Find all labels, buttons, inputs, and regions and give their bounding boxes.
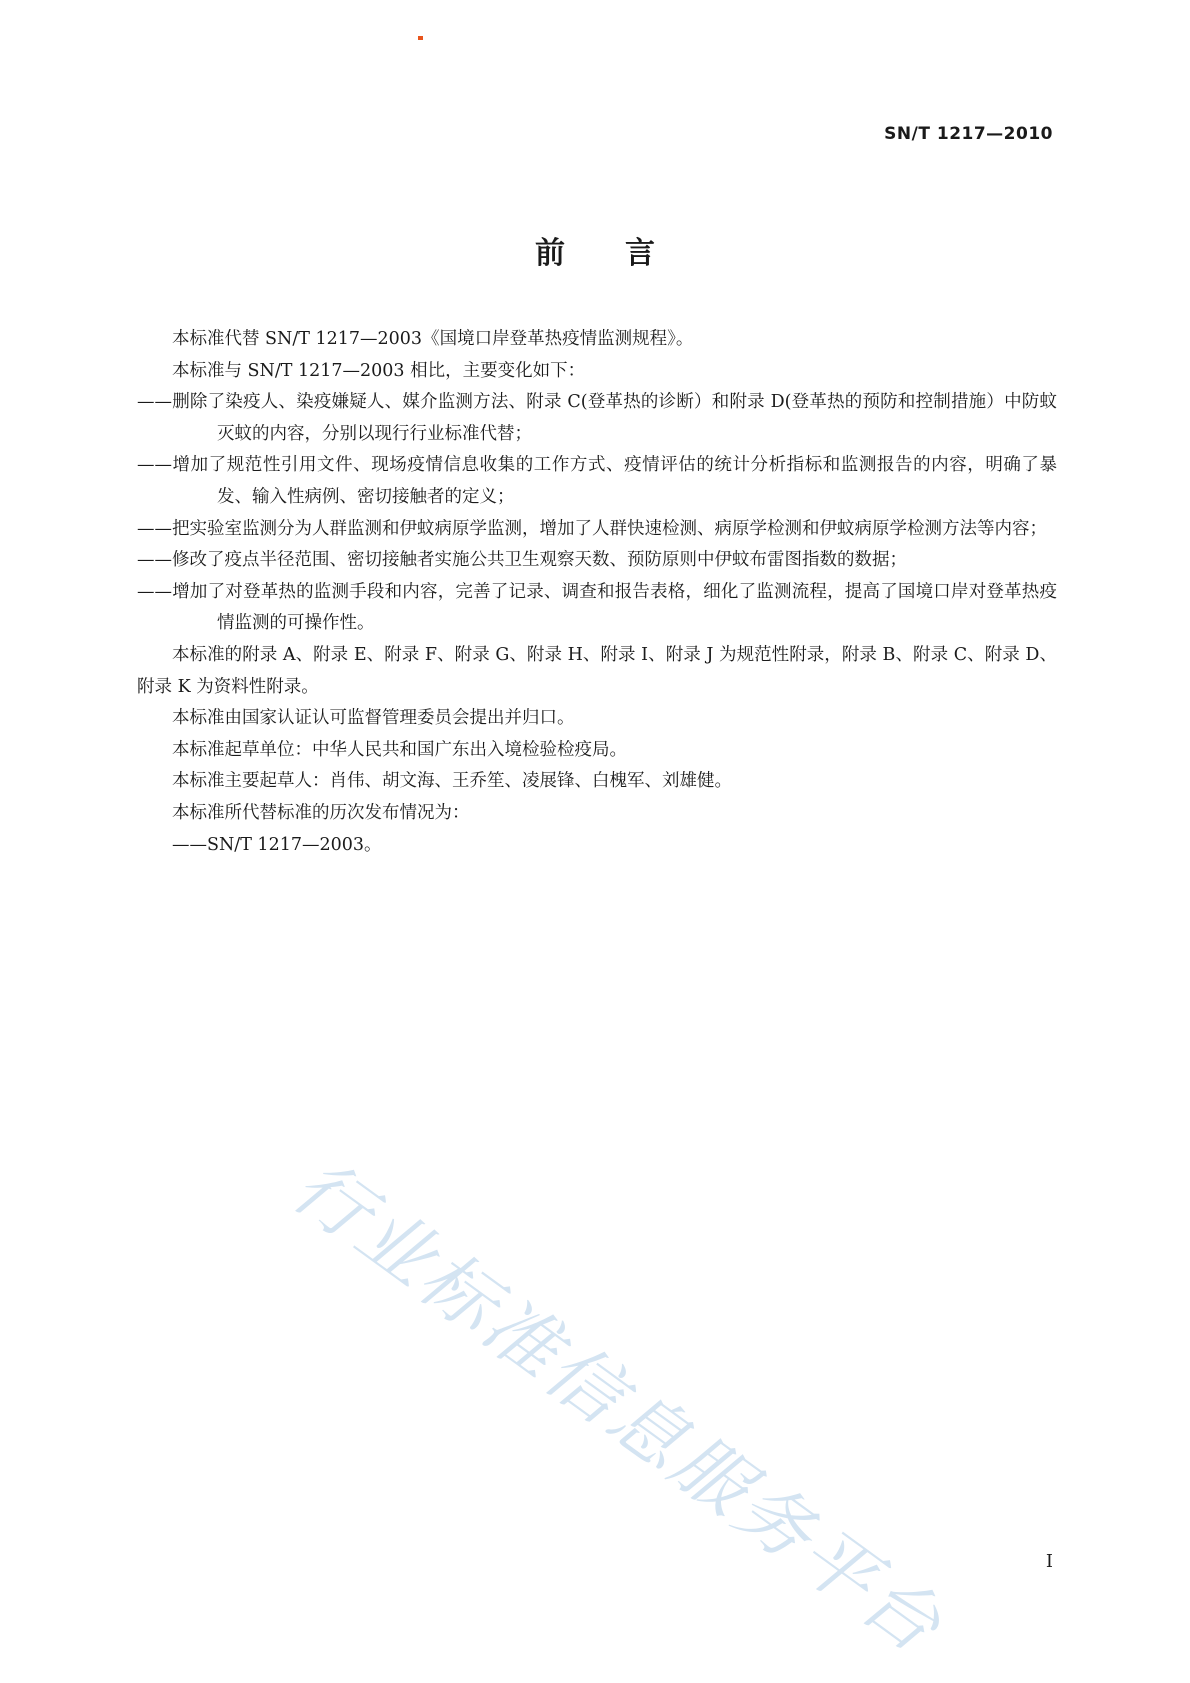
page-number: I [1045, 1551, 1053, 1572]
change-item: ——删除了染疫人、染疫嫌疑人、媒介监测方法、附录 C(登革热的诊断）和附录 D(登革热的预防和控制措施）中防蚊灭蚊的内容，分别以现行行业标准代替； [137, 392, 1057, 444]
title-char-1: 前 [535, 236, 565, 271]
change-item: ——修改了疫点半径范围、密切接触者实施公共卫生观察天数、预防原则中伊蚊布雷图指数的数据； [137, 550, 907, 571]
change-item: ——增加了对登革热的监测手段和内容，完善了记录、调查和报告表格，细化了监测流程，提高了国境口岸对登革热疫情监测的可操作性。 [137, 581, 1057, 634]
paragraph: 本标准起草单位：中华人民共和国广东出入境检验检疫局。 [172, 739, 627, 760]
page-title [0, 228, 1190, 272]
paragraph: 本标准代替 SN/T 1217—2003《国境口岸登革热疫情监测规程》。 [172, 329, 694, 349]
history-item: ——SN/T 1217—2003。 [172, 834, 382, 855]
orange-mark [418, 36, 423, 40]
watermark: 行业标准信息服务平台 [277, 1143, 959, 1672]
paragraph: 本标准主要起草人：肖伟、胡文海、王乔笙、凌展锋、白槐军、刘雄健。 [172, 771, 732, 792]
foreword-body [137, 324, 1057, 861]
change-item: ——增加了规范性引用文件、现场疫情信息收集的工作方式、疫情评估的统计分析指标和监测报告的内容，明确了暴发、输入性病例、密切接触者的定义； [137, 455, 1057, 507]
title-char-2: 言 [625, 236, 655, 271]
standard-code: SN/T 1217—2010 [884, 124, 1053, 144]
paragraph: 本标准与 SN/T 1217—2003 相比，主要变化如下： [172, 360, 586, 381]
paragraph: 本标准所代替标准的历次发布情况为： [172, 802, 470, 823]
change-item: ——把实验室监测分为人群监测和伊蚊病原学监测，增加了人群快速检测、病原学检测和伊蚊病原学检测方法等内容； [137, 518, 1047, 539]
paragraph: 本标准由国家认证认可监督管理委员会提出并归口。 [172, 708, 575, 729]
paragraph: 本标准的附录 A、附录 E、附录 F、附录 G、附录 H、附录 I、附录 J 为规范性附录，附录 B、附录 C、附录 D、附录 K 为资料性附录。 [137, 644, 1057, 697]
